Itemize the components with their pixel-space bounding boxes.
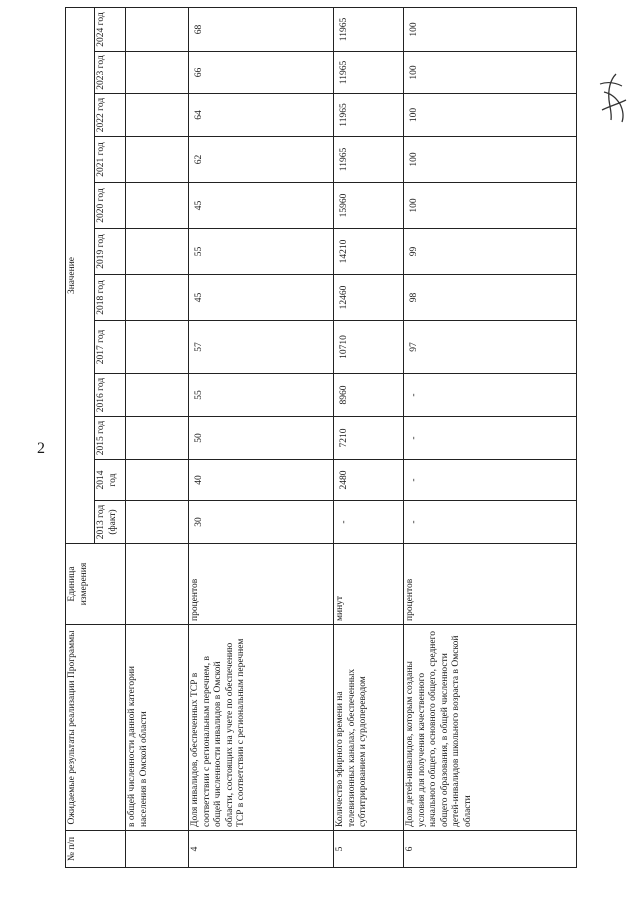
- row-value: [126, 501, 189, 544]
- header-year: 2024 год: [95, 8, 126, 52]
- row-number: [126, 831, 189, 868]
- row-value: [126, 374, 189, 417]
- row-value: 55: [189, 374, 334, 417]
- header-year: 2013 год (факт): [95, 501, 126, 544]
- table-row: [334, 8, 404, 868]
- row-value: 12460: [334, 275, 404, 321]
- row-value: 100: [404, 94, 577, 137]
- header-year: 2017 год: [95, 321, 126, 374]
- row-value: [126, 52, 189, 94]
- row-value: 11965: [334, 52, 404, 94]
- row-value: 98: [404, 275, 577, 321]
- header-num: № п/п: [66, 831, 126, 868]
- table-row: [126, 8, 189, 868]
- row-value: 100: [404, 183, 577, 229]
- row-value: 45: [189, 275, 334, 321]
- row-value: 57: [189, 321, 334, 374]
- row-value: 11965: [334, 137, 404, 183]
- header-year: 2022 год: [95, 94, 126, 137]
- row-value: 100: [404, 8, 577, 52]
- header-year: 2019 год: [95, 229, 126, 275]
- header-year: 2015 год: [95, 417, 126, 460]
- row-value: 8960: [334, 374, 404, 417]
- row-value: 64: [189, 94, 334, 137]
- row-value: -: [404, 460, 577, 501]
- header-value: Значение: [66, 8, 95, 544]
- row-value: [126, 8, 189, 52]
- table-row: [404, 8, 577, 868]
- header-year: 2020 год: [95, 183, 126, 229]
- page-number: 2: [37, 440, 45, 457]
- row-value: 10710: [334, 321, 404, 374]
- row-value: 66: [189, 52, 334, 94]
- header-year: 2014 год: [95, 460, 126, 501]
- header-year: 2021 год: [95, 137, 126, 183]
- program-results-table: [65, 7, 577, 868]
- rotated-table-frame: [65, 8, 625, 868]
- row-value: -: [334, 501, 404, 544]
- row-number: 4: [189, 831, 334, 868]
- row-result: Доля детей-инвалидов, которым созданы условия для получения качественного начального общего, основного общего, среднего общего образования, в общей численности детей-инвалидов школьного возраста в Омской области: [404, 625, 577, 831]
- row-unit: процентов: [189, 544, 334, 625]
- row-value: 2480: [334, 460, 404, 501]
- row-value: 97: [404, 321, 577, 374]
- row-value: 55: [189, 229, 334, 275]
- row-unit: [126, 544, 189, 625]
- row-result: Количество эфирного времени на телевизионных каналах, обеспеченных субтитрированием и сурдопереводом: [334, 625, 404, 831]
- header-result: Ожидаемые результаты реализации Программы: [66, 625, 126, 831]
- row-value: 99: [404, 229, 577, 275]
- row-value: 11965: [334, 8, 404, 52]
- row-number: 5: [334, 831, 404, 868]
- header-unit: Единица измерения: [66, 544, 126, 625]
- row-value: [126, 321, 189, 374]
- table-row: [189, 8, 334, 868]
- row-value: [126, 94, 189, 137]
- row-value: -: [404, 501, 577, 544]
- row-value: -: [404, 374, 577, 417]
- row-value: 40: [189, 460, 334, 501]
- row-value: 30: [189, 501, 334, 544]
- row-unit: минут: [334, 544, 404, 625]
- row-value: 7210: [334, 417, 404, 460]
- row-value: 62: [189, 137, 334, 183]
- row-value: 11965: [334, 94, 404, 137]
- row-value: [126, 137, 189, 183]
- row-value: [126, 275, 189, 321]
- row-value: [126, 229, 189, 275]
- row-result: в общей численности данной категории населения в Омской области: [126, 625, 189, 831]
- row-value: 50: [189, 417, 334, 460]
- row-value: 14210: [334, 229, 404, 275]
- row-value: [126, 460, 189, 501]
- row-number: 6: [404, 831, 577, 868]
- row-value: 15960: [334, 183, 404, 229]
- header-year: 2016 год: [95, 374, 126, 417]
- header-year: 2023 год: [95, 52, 126, 94]
- row-value: 100: [404, 137, 577, 183]
- row-value: -: [404, 417, 577, 460]
- row-result: Доля инвалидов, обеспеченных ТСР в соответствии с региональным перечнем, в общей численности инвалидов в Омской области, состоящих на учете по обеспечению ТСР в соответствии с региональным перечнем: [189, 625, 334, 831]
- row-value: [126, 417, 189, 460]
- row-value: [126, 183, 189, 229]
- row-value: 100: [404, 52, 577, 94]
- header-year: 2018 год: [95, 275, 126, 321]
- row-value: 45: [189, 183, 334, 229]
- row-unit: процентов: [404, 544, 577, 625]
- row-value: 68: [189, 8, 334, 52]
